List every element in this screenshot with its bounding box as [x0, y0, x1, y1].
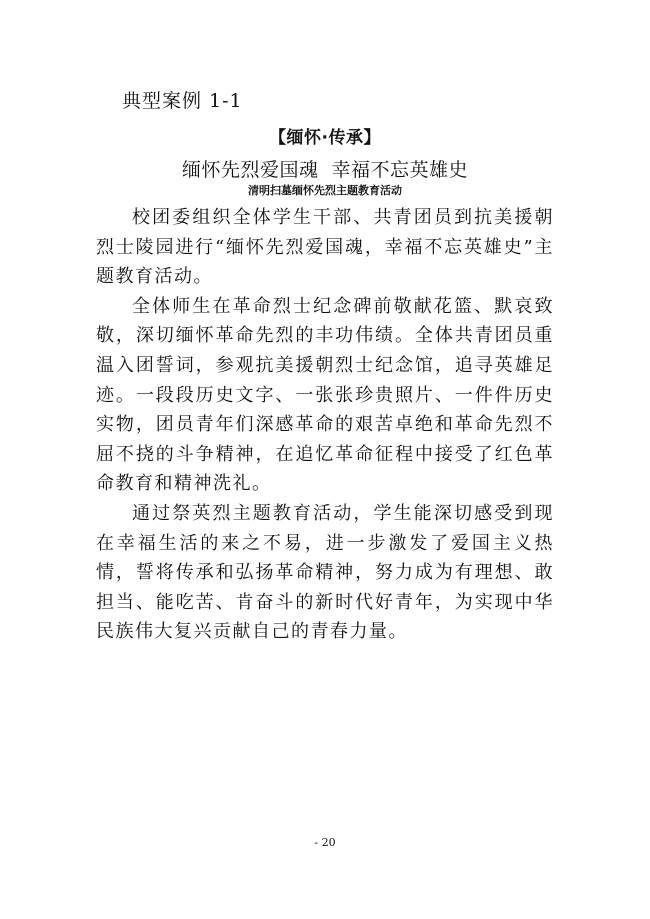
- paragraph: 全体师生在革命烈士纪念碑前敬献花篮、默哀致敬，深切缅怀革命先烈的丰功伟绩。全体共青团员重温入团誓词，参观抗美援朝烈士纪念馆，追寻英雄足迹。一段段历史文字、一张张珍贵照片、一件件历史实物，团员青年们深感革命的艰苦卓绝和革命先烈不屈不挠的斗争精神，在追忆革命征程中接受了红色革命教育和精神洗礼。: [96, 295, 554, 495]
- page-number: - 20: [314, 836, 336, 849]
- body-text: [96, 203, 554, 647]
- page-title: 缅怀先烈爱国魂 幸福不忘英雄史: [181, 159, 469, 181]
- page-subtitle: 清明扫墓缅怀先烈主题教育活动: [248, 184, 402, 197]
- section-tag: 【缅怀·传承】: [269, 128, 381, 148]
- case-label: 典型案例 1-1: [122, 90, 243, 112]
- paragraph: 校团委组织全体学生干部、共青团员到抗美援朝烈士陵园进行“缅怀先烈爱国魂，幸福不忘英雄史”主题教育活动。: [96, 207, 554, 288]
- paragraph: 通过祭英烈主题教育活动，学生能深切感受到现在幸福生活的来之不易，进一步激发了爱国主义热情，誓将传承和弘扬革命精神，努力成为有理想、敢担当、能吃苦、肯奋斗的新时代好青年，为实现中华民族伟大复兴贡献自己的青春力量。: [96, 502, 554, 643]
